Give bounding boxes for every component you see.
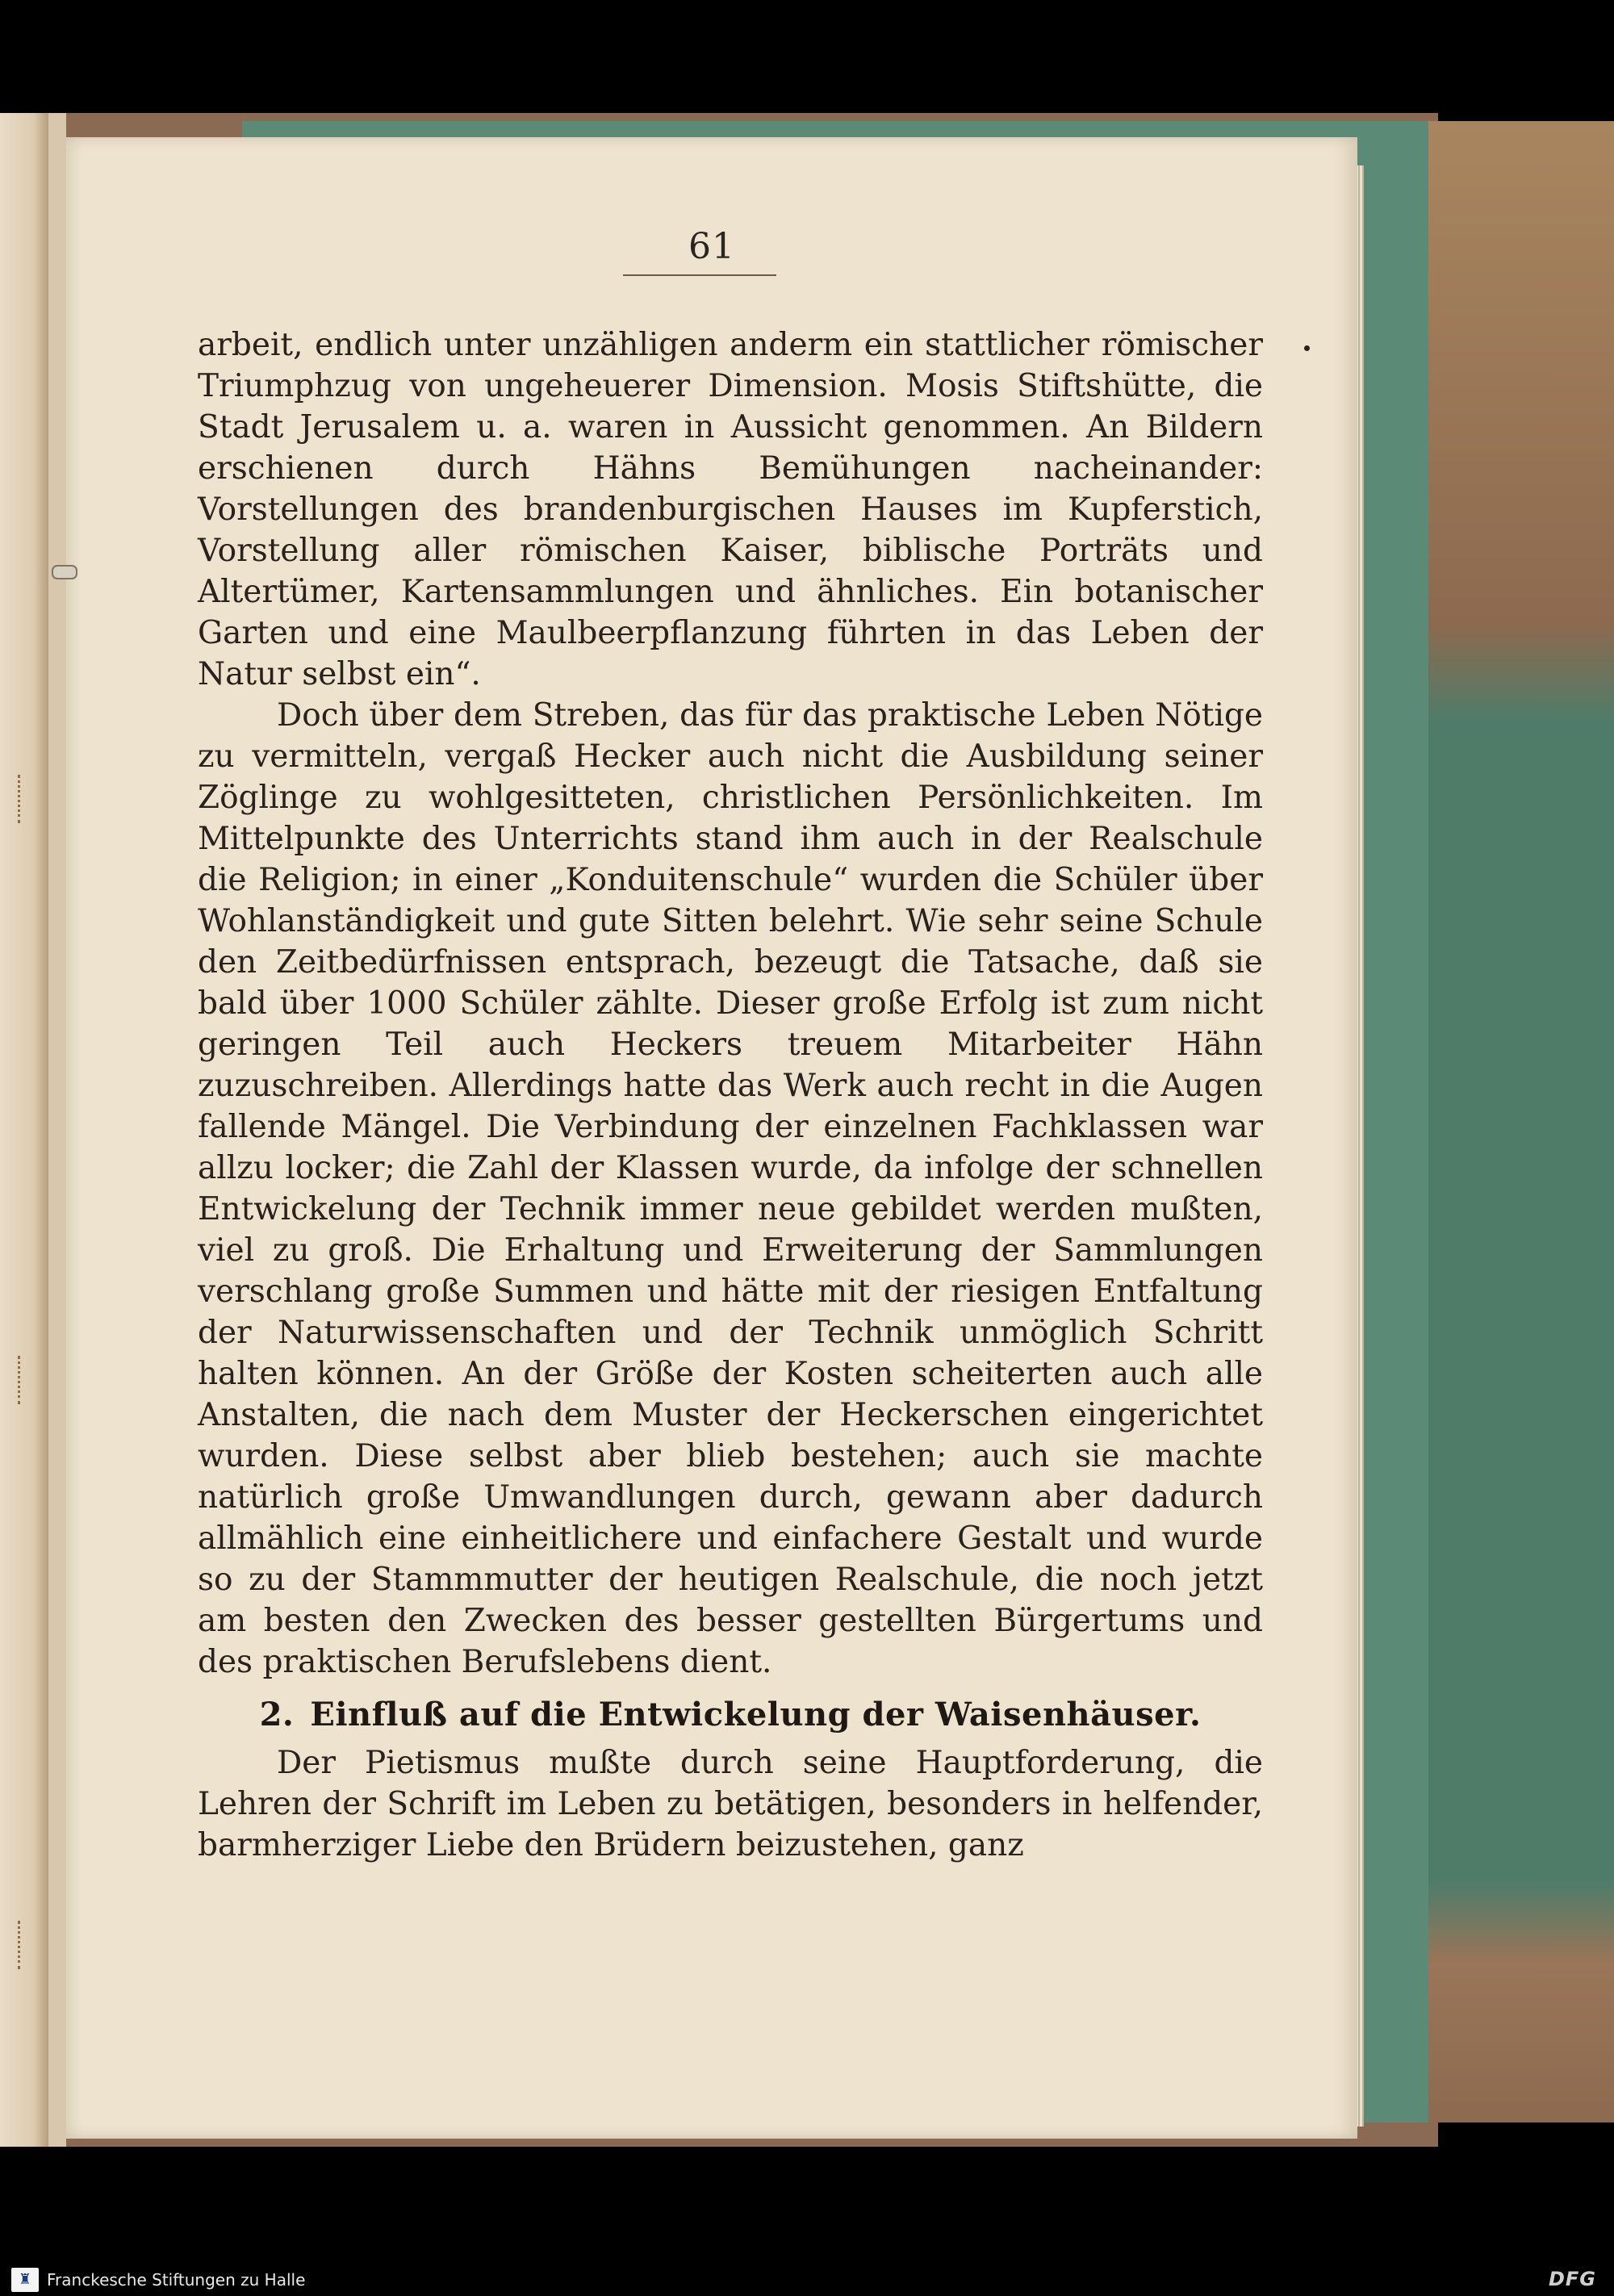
book-cover-edge <box>1428 121 1614 2122</box>
section-number: 2. <box>259 1696 295 1734</box>
binding-stitch <box>18 1356 20 1404</box>
institution-credit: Franckesche Stiftungen zu Halle <box>47 2270 306 2290</box>
page-clip <box>52 565 77 579</box>
paragraph: Der Pietismus mußte durch seine Hauptforderung, die Lehren der Schrift im Leben zu betätigen, besonders in helfender, barmherziger Liebe den Brüdern beizustehen, ganz <box>198 1745 1263 1863</box>
page-number: 61 <box>688 226 735 267</box>
previous-page-paper <box>0 113 48 2147</box>
book-page <box>66 137 1357 2139</box>
binding-stitch <box>18 775 20 823</box>
viewer-footer <box>0 2264 1614 2296</box>
previous-page-edge <box>0 113 69 2147</box>
franckesche-stiftungen-logo-icon: ♜ <box>11 2268 39 2292</box>
page-body <box>198 324 1263 1866</box>
page-number-rule <box>623 274 776 276</box>
section-title: Einfluß auf die Entwickelung der Waisenhäuser. <box>310 1696 1202 1734</box>
paragraph: arbeit, endlich unter unzähligen anderm ein stattlicher römischer Triumphzug von ungeheuerer Dimension. Mosis Stiftshütte, die Stadt Jerusalem u. a. waren in Aussicht genommen. An Bildern erschienen durch Hähns Bemühungen nacheinander: Vorstellungen des brandenburgischen Hauses im Kupferstich, Vorstellung aller römischen Kaiser, biblische Porträts und Altertümer, Kartensammlungen und ähnliches. Ein botanischer Garten und eine Maulbeerpflanzung führten in das Leben der Natur selbst ein“. <box>198 327 1263 692</box>
binding-stitch <box>18 1921 20 1969</box>
dfg-logo: DFG <box>1548 2268 1596 2290</box>
ink-speck <box>1304 345 1310 351</box>
paragraph: Doch über dem Streben, das für das praktische Leben Nötige zu vermitteln, vergaß Hecker auch nicht die Ausbildung seiner Zöglinge zu wohlgesitteten, christlichen Persönlichkeiten. Im Mittelpunkte des Unterrichts stand ihm auch in der Realschule die Religion; in einer „Konduitenschule“ wurden die Schüler über Wohlanständigkeit und gute Sitten belehrt. Wie sehr seine Schule den Zeitbedürfnissen entsprach, bezeugt die Tatsache, daß sie bald über 1000 Schüler zählte. Dieser große Erfolg ist zum nicht geringen Teil auch Heckers treuem Mitarbeiter Hähn zuzuschreiben. Allerdings hatte das Werk auch recht in die Augen fallende Mängel. Die Verbindung der einzelnen Fachklassen war allzu locker; die Zahl der Klassen wurde, da infolge der schnellen Entwickelung der Technik immer neue gebildet werden mußten, viel zu groß. Die Erhaltung und Erweiterung der Sammlungen verschlang große Summen und hätte mit der riesigen Entfaltung der Naturwissenschaften und der Technik unmöglich Schritt halten können. An der Größe der Kosten scheiterten auch alle Anstalten, die nach dem Muster der Heckerschen eingerichtet wurden. Diese selbst aber blieb bestehen; auch sie machte natürlich große Umwandlungen durch, gewann aber dadurch allmählich eine einheitlichere und einfachere Gestalt und wurde so zu der Stammmutter der heutigen Realschule, die noch jetzt am besten den Zwecken des besser gestellten Bürgertums und des praktischen Berufslebens dient. <box>198 697 1263 1680</box>
section-heading <box>198 1692 1263 1738</box>
